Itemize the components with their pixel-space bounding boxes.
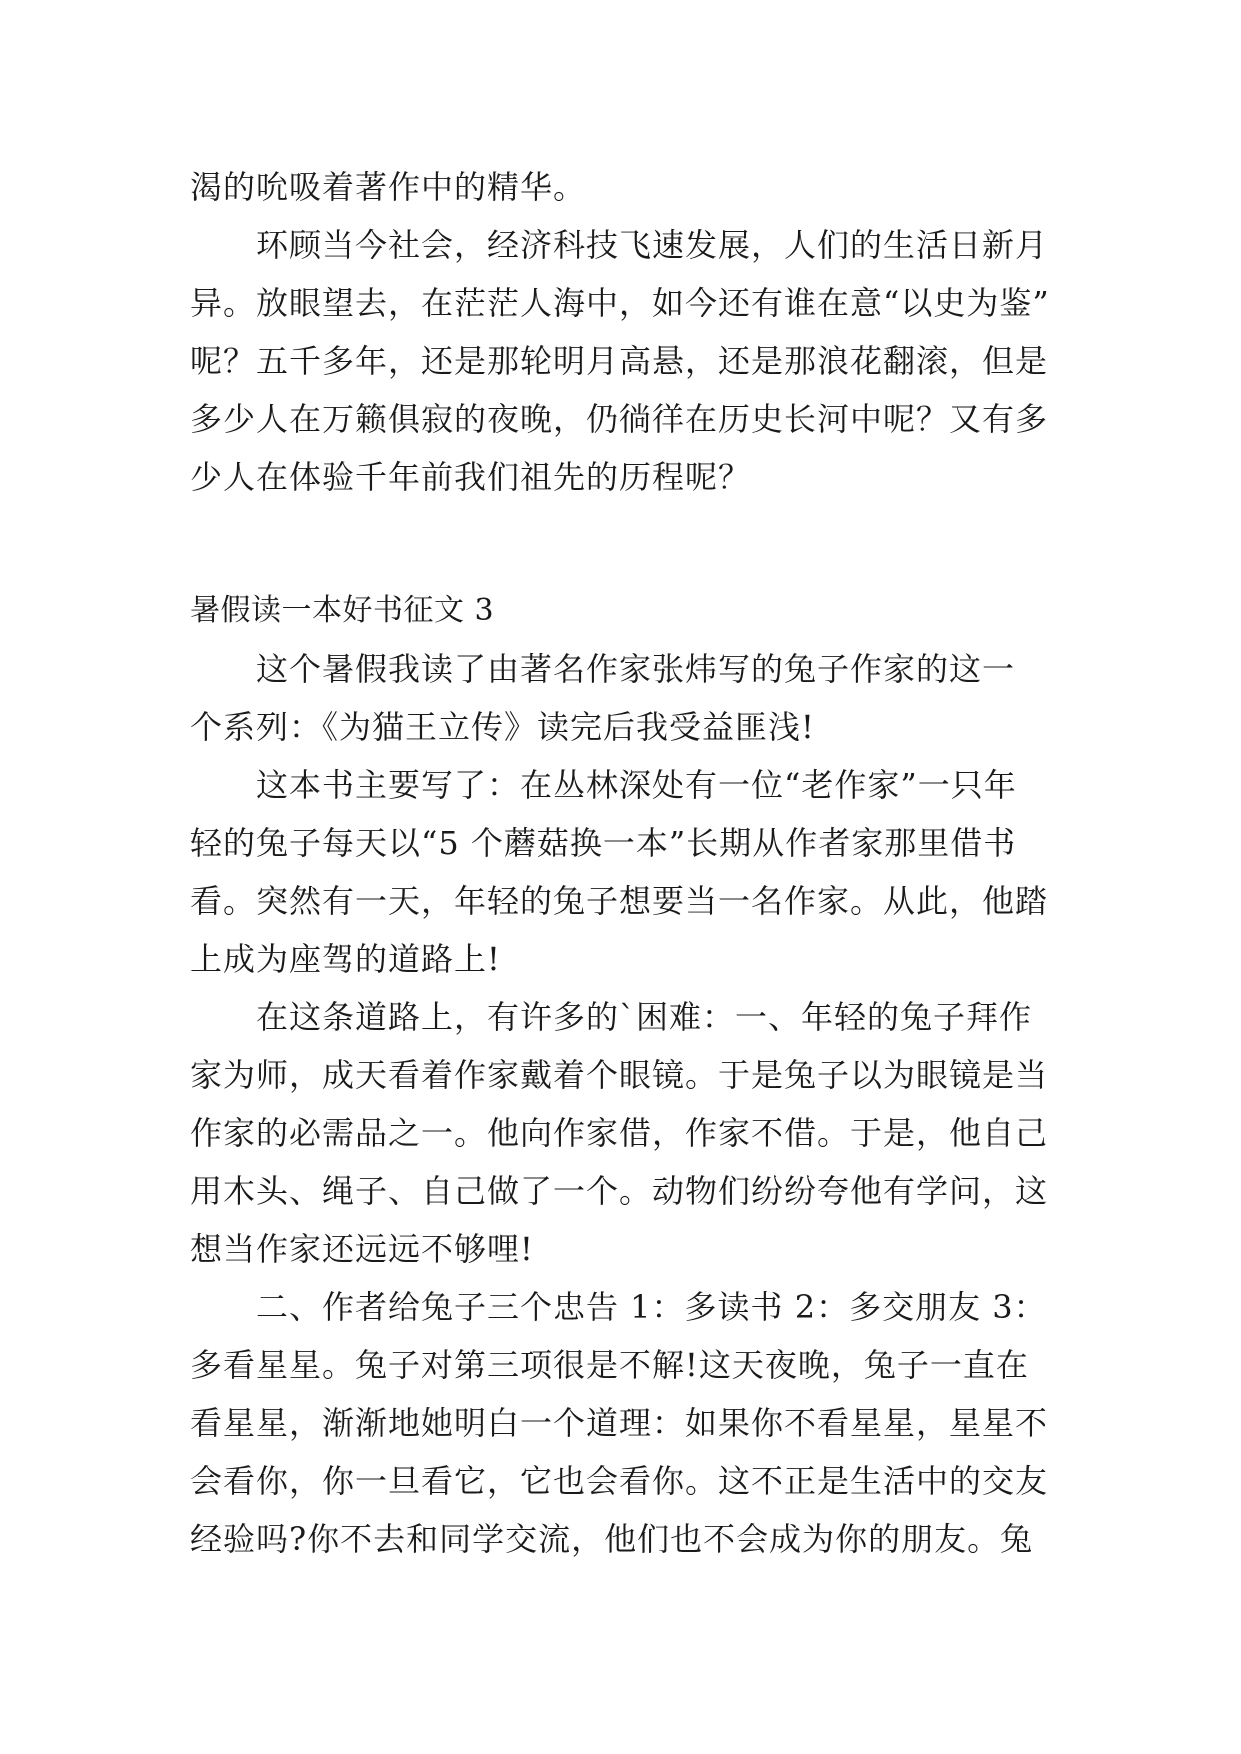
section-heading: 暑假读一本好书征文 3 [190, 593, 495, 628]
text-line: 在这条道路上，有许多的`困难：一、年轻的兔子拜作 [256, 998, 1033, 1036]
text-line: 上成为座驾的道路上! [190, 940, 501, 978]
text-line: 用木头、绳子、自己做了一个。动物们纷纷夸他有学问，这 [190, 1172, 1049, 1210]
text-line: 个系列：《为猫王立传》读完后我受益匪浅! [190, 708, 815, 746]
text-line: 少人在体验千年前我们祖先的历程呢？ [190, 458, 752, 496]
text-line: 这个暑假我读了由著名作家张炜写的兔子作家的这一 [256, 650, 1016, 688]
text-line: 这本书主要写了：在丛林深处有一位“老作家”一只年 [256, 766, 1017, 804]
text-line: 二、作者给兔子三个忠告 1：多读书 2：多交朋友 3： [256, 1288, 1047, 1326]
text-line: 会看你，你一旦看它，它也会看你。这不正是生活中的交友 [190, 1462, 1049, 1500]
text-line: 看。突然有一天，年轻的兔子想要当一名作家。从此，他踏 [190, 882, 1049, 920]
text-line: 家为师，成天看着作家戴着个眼镜。于是兔子以为眼镜是当 [190, 1056, 1049, 1094]
document-body [190, 158, 1050, 1568]
section-gap [190, 506, 1050, 582]
text-line: 轻的兔子每天以“5 个蘑菇换一本”长期从作者家那里借书 [190, 824, 1017, 862]
text-line: 呢？五千多年，还是那轮明月高悬，还是那浪花翻滚，但是 [190, 342, 1049, 380]
text-line: 多少人在万籁俱寂的夜晚，仍徜徉在历史长河中呢？又有多 [190, 400, 1049, 438]
text-line: 看星星，渐渐地她明白一个道理：如果你不看星星，星星不 [190, 1404, 1049, 1442]
text-line: 想当作家还远远不够哩! [190, 1230, 534, 1268]
text-line: 作家的必需品之一。他向作家借，作家不借。于是，他自己 [190, 1114, 1049, 1152]
text-line: 经验吗?你不去和同学交流，他们也不会成为你的朋友。兔 [190, 1520, 1034, 1558]
text-line: 渴的吮吸着著作中的精华。 [190, 168, 587, 206]
text-line: 多看星星。兔子对第三项很是不解!这天夜晚，兔子一直在 [190, 1346, 1029, 1384]
text-line: 环顾当今社会，经济科技飞速发展，人们的生活日新月 [256, 226, 1049, 264]
text-line: 异。放眼望去，在茫茫人海中，如今还有谁在意“以史为鉴” [190, 284, 1050, 322]
